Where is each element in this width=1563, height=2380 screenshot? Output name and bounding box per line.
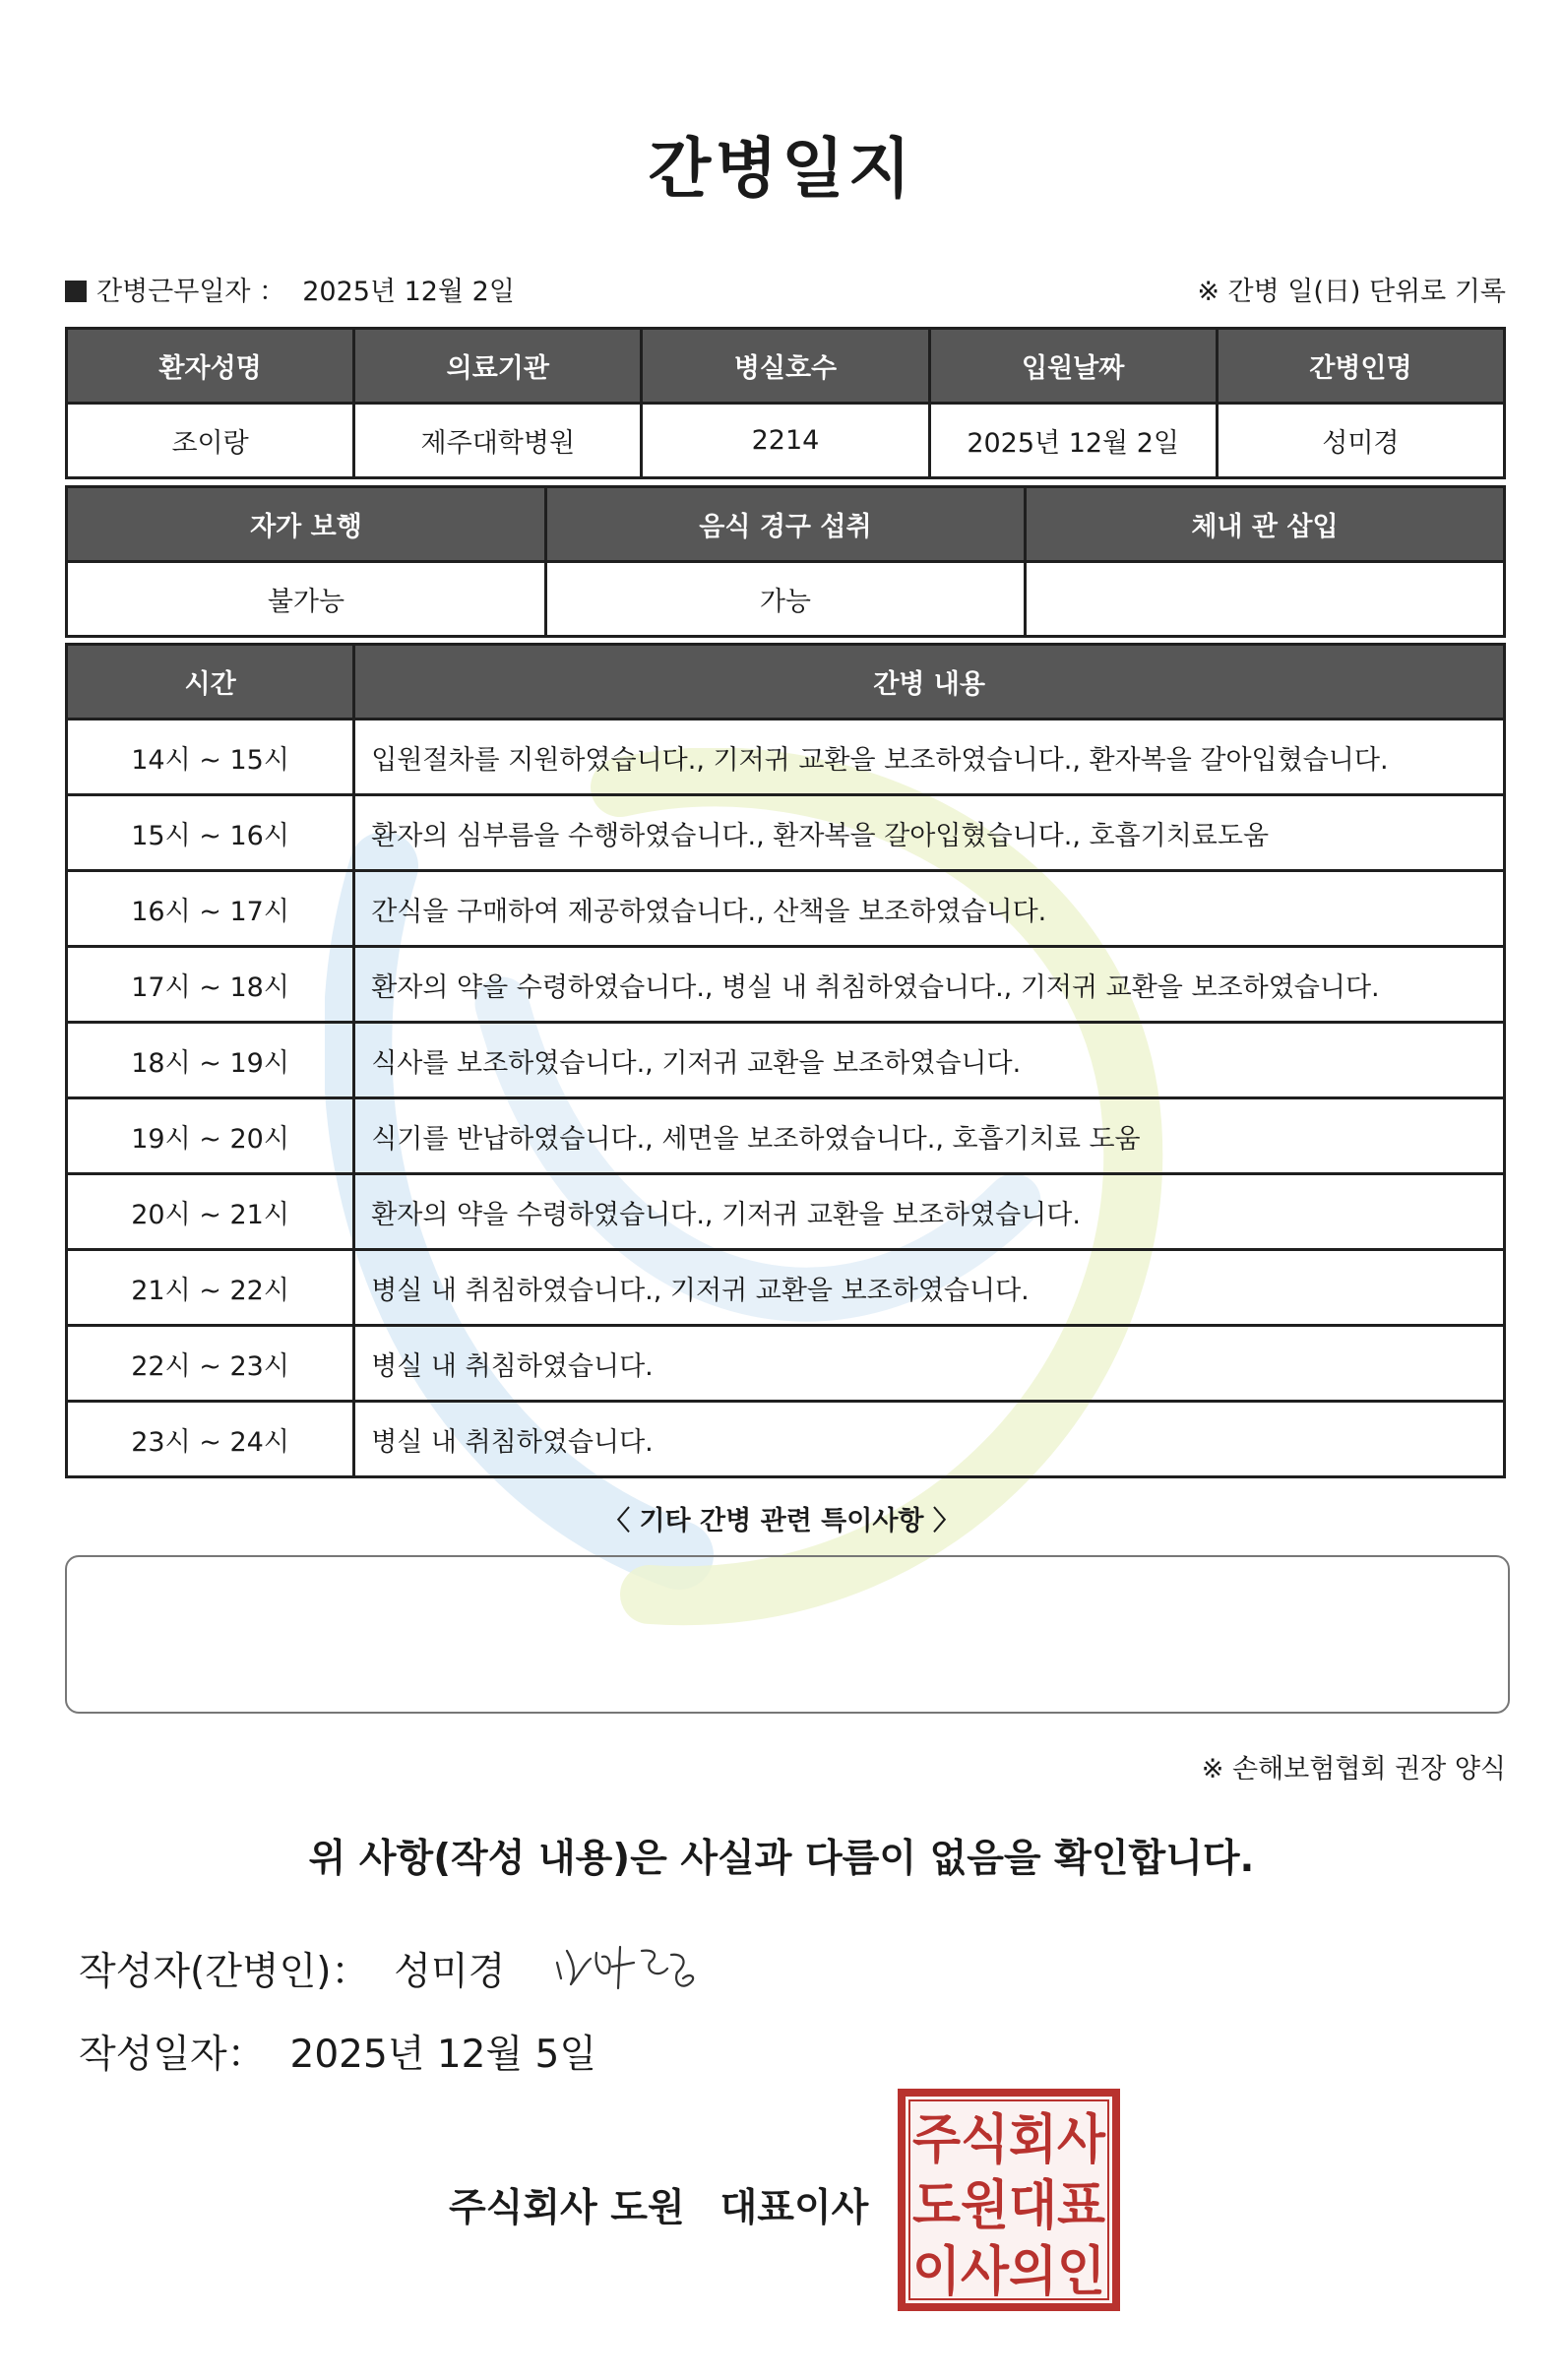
- association-note: ※ 손해보험협회 권장 양식: [1201, 1754, 1506, 1785]
- row-time: 17시 ~ 18시: [67, 947, 354, 1023]
- written-date: 2025년 12월 5일: [289, 2033, 597, 2077]
- header-hospital: 의료기관: [354, 329, 642, 404]
- memo-label: 〈 기타 간병 관련 특이사항 〉: [603, 1506, 960, 1536]
- written-date-line: [79, 2024, 596, 2079]
- row-content: 병실 내 취침하였습니다.: [354, 1326, 1505, 1402]
- header-room-number: 병실호수: [642, 329, 929, 404]
- header-tube-insertion: 체내 관 삽입: [1025, 487, 1504, 562]
- company-seal-stamp: [898, 2089, 1120, 2311]
- company-line: [449, 2177, 868, 2232]
- header-care-content: 간병 내용: [354, 645, 1505, 720]
- row-content: 입원절차를 지원하였습니다., 기저귀 교환을 보조하였습니다., 환자복을 갈아입혔습니다.: [354, 720, 1505, 795]
- row-time: 16시 ~ 17시: [67, 871, 354, 947]
- confirmation-statement: 위 사항(작성 내용)은 사실과 다름이 없음을 확인합니다.: [308, 1837, 1255, 1881]
- svg-text:주식회사: 주식회사: [912, 2108, 1106, 2170]
- admission-date: 2025년 12월 2일: [929, 404, 1217, 478]
- row-time: 18시 ~ 19시: [67, 1023, 354, 1098]
- hospital: 제주대학병원: [354, 404, 642, 478]
- svg-text:도원대표: 도원대표: [912, 2174, 1105, 2236]
- header-patient-name: 환자성명: [67, 329, 354, 404]
- header-time: 시간: [67, 645, 354, 720]
- document-title: 간병일지: [648, 131, 915, 207]
- header-oral-intake: 음식 경구 섭취: [545, 487, 1025, 562]
- svg-text:이사의인: 이사의인: [912, 2240, 1105, 2302]
- work-date-value: 2025년 12월 2일: [302, 277, 515, 307]
- patient-status-table: [65, 485, 1506, 638]
- header-admission-date: 입원날짜: [929, 329, 1217, 404]
- table-row: [67, 871, 1505, 947]
- room-number: 2214: [642, 404, 929, 478]
- work-date-line: [65, 270, 515, 308]
- handwritten-signature: [551, 1933, 719, 2002]
- memo-box[interactable]: [65, 1555, 1510, 1714]
- oral-intake: 가능: [545, 562, 1025, 637]
- caregiver-name: 성미경: [1217, 404, 1504, 478]
- row-content: 환자의 심부름을 수행하였습니다., 환자복을 갈아입혔습니다., 호흡기치료도움: [354, 795, 1505, 871]
- written-date-label: 작성일자：: [79, 2033, 266, 2077]
- row-time: 20시 ~ 21시: [67, 1174, 354, 1250]
- writer-line: [79, 1941, 505, 1996]
- writer-name: 성미경: [394, 1950, 506, 1994]
- self-walking: 불가능: [67, 562, 546, 637]
- representative-title: 대표이사: [719, 2186, 869, 2230]
- table-row: [67, 1098, 1505, 1174]
- patient-info-table: [65, 327, 1506, 479]
- row-content: 간식을 구매하여 제공하였습니다., 산책을 보조하였습니다.: [354, 871, 1505, 947]
- row-time: 19시 ~ 20시: [67, 1098, 354, 1174]
- row-time: 14시 ~ 15시: [67, 720, 354, 795]
- unit-note: ※ 간병 일(日) 단위로 기록: [1197, 277, 1506, 307]
- row-time: 21시 ~ 22시: [67, 1250, 354, 1326]
- company-name: 주식회사 도원: [449, 2186, 685, 2230]
- row-content: 환자의 약을 수령하였습니다., 기저귀 교환을 보조하였습니다.: [354, 1174, 1505, 1250]
- table-row: [67, 1326, 1505, 1402]
- table-row: [67, 720, 1505, 795]
- table-row: [67, 1402, 1505, 1477]
- table-row: [67, 1023, 1505, 1098]
- care-log-table: [65, 643, 1506, 1478]
- row-content: 병실 내 취침하였습니다., 기저귀 교환을 보조하였습니다.: [354, 1250, 1505, 1326]
- square-bullet-icon: [65, 281, 87, 302]
- tube-insertion: [1025, 562, 1504, 637]
- row-content: 병실 내 취침하였습니다.: [354, 1402, 1505, 1477]
- table-row: [67, 1174, 1505, 1250]
- row-content: 식사를 보조하였습니다., 기저귀 교환을 보조하였습니다.: [354, 1023, 1505, 1098]
- writer-label: 작성자(간병인)：: [79, 1950, 370, 1994]
- header-caregiver-name: 간병인명: [1217, 329, 1504, 404]
- header-self-walking: 자가 보행: [67, 487, 546, 562]
- table-row: [67, 1250, 1505, 1326]
- table-row: [67, 947, 1505, 1023]
- row-content: 식기를 반납하였습니다., 세면을 보조하였습니다., 호흡기치료 도움: [354, 1098, 1505, 1174]
- work-date-label: 간병근무일자 ：: [96, 277, 286, 307]
- patient-name: 조이랑: [67, 404, 354, 478]
- row-time: 15시 ~ 16시: [67, 795, 354, 871]
- row-time: 22시 ~ 23시: [67, 1326, 354, 1402]
- row-time: 23시 ~ 24시: [67, 1402, 354, 1477]
- table-row: [67, 795, 1505, 871]
- row-content: 환자의 약을 수령하였습니다., 병실 내 취침하였습니다., 기저귀 교환을 보조하였습니다.: [354, 947, 1505, 1023]
